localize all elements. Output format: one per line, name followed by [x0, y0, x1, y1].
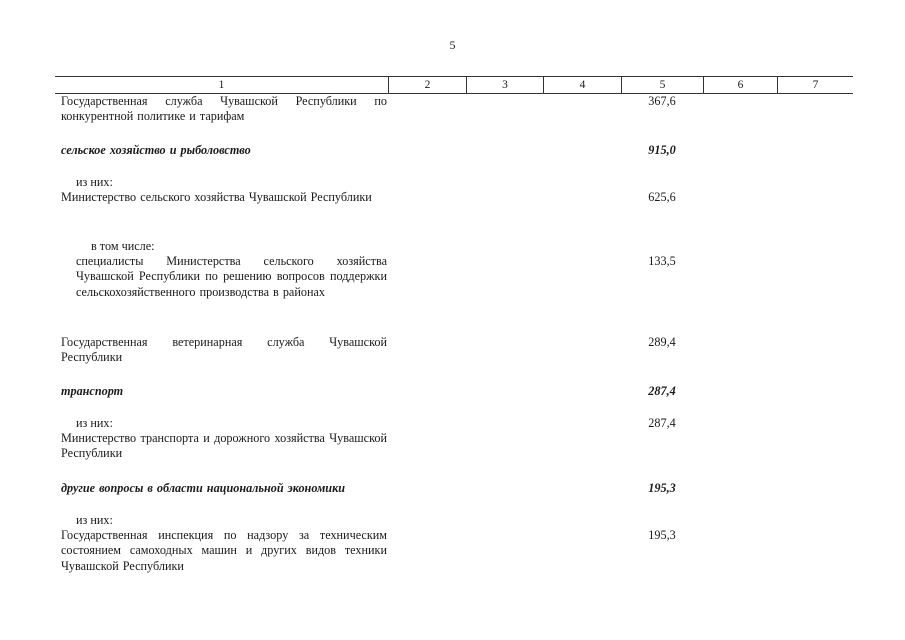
row-label: Министерство сельского хозяйства Чувашской Республики [61, 190, 372, 204]
row-label: специалисты Министерства сельского хозяйства Чувашской Республики по решению вопросов поддержки сельскохозяйственного производства в районах [76, 254, 387, 299]
row-sub-label: в том числе: [91, 239, 155, 253]
row-value: 195,3 [648, 528, 676, 542]
column-header-6: 6 [703, 77, 777, 93]
row-sub-label: из них: [76, 513, 113, 527]
column-header-3: 3 [466, 77, 543, 93]
column-header-1: 1 [218, 79, 225, 91]
section-label: другие вопросы в области национальной экономики [61, 481, 346, 495]
row-label: Министерство транспорта и дорожного хозяйства Чувашской Республики [61, 431, 387, 461]
row-label: Государственная служба Чувашской Республики по конкурентной политике и тарифам [61, 94, 387, 124]
row-sub-label: из них: [76, 416, 113, 430]
column-header-2: 2 [388, 77, 466, 93]
section-value: 195,3 [648, 481, 676, 495]
row-value: 133,5 [648, 254, 676, 268]
page-number: 5 [449, 38, 456, 52]
column-header-7: 7 [777, 77, 853, 93]
column-header-4: 4 [543, 77, 621, 93]
row-value: 287,4 [648, 416, 676, 430]
row-value: 289,4 [648, 335, 676, 349]
row-value: 625,6 [648, 190, 676, 204]
row-sub-label: из них: [76, 175, 113, 189]
row-label: Государственная инспекция по надзору за техническим состоянием самоходных машин и других видов техники Чувашской Республики [61, 528, 387, 573]
table-header-row [55, 76, 853, 94]
row-label: Государственная ветеринарная служба Чувашской Республики [61, 335, 387, 365]
row-value: 367,6 [648, 94, 676, 108]
section-label: сельское хозяйство и рыболовство [61, 143, 251, 157]
budget-table [55, 76, 853, 573]
section-value: 287,4 [648, 384, 676, 398]
section-value: 915,0 [648, 143, 676, 157]
section-label: транспорт [61, 384, 124, 398]
column-header-5: 5 [621, 77, 703, 93]
